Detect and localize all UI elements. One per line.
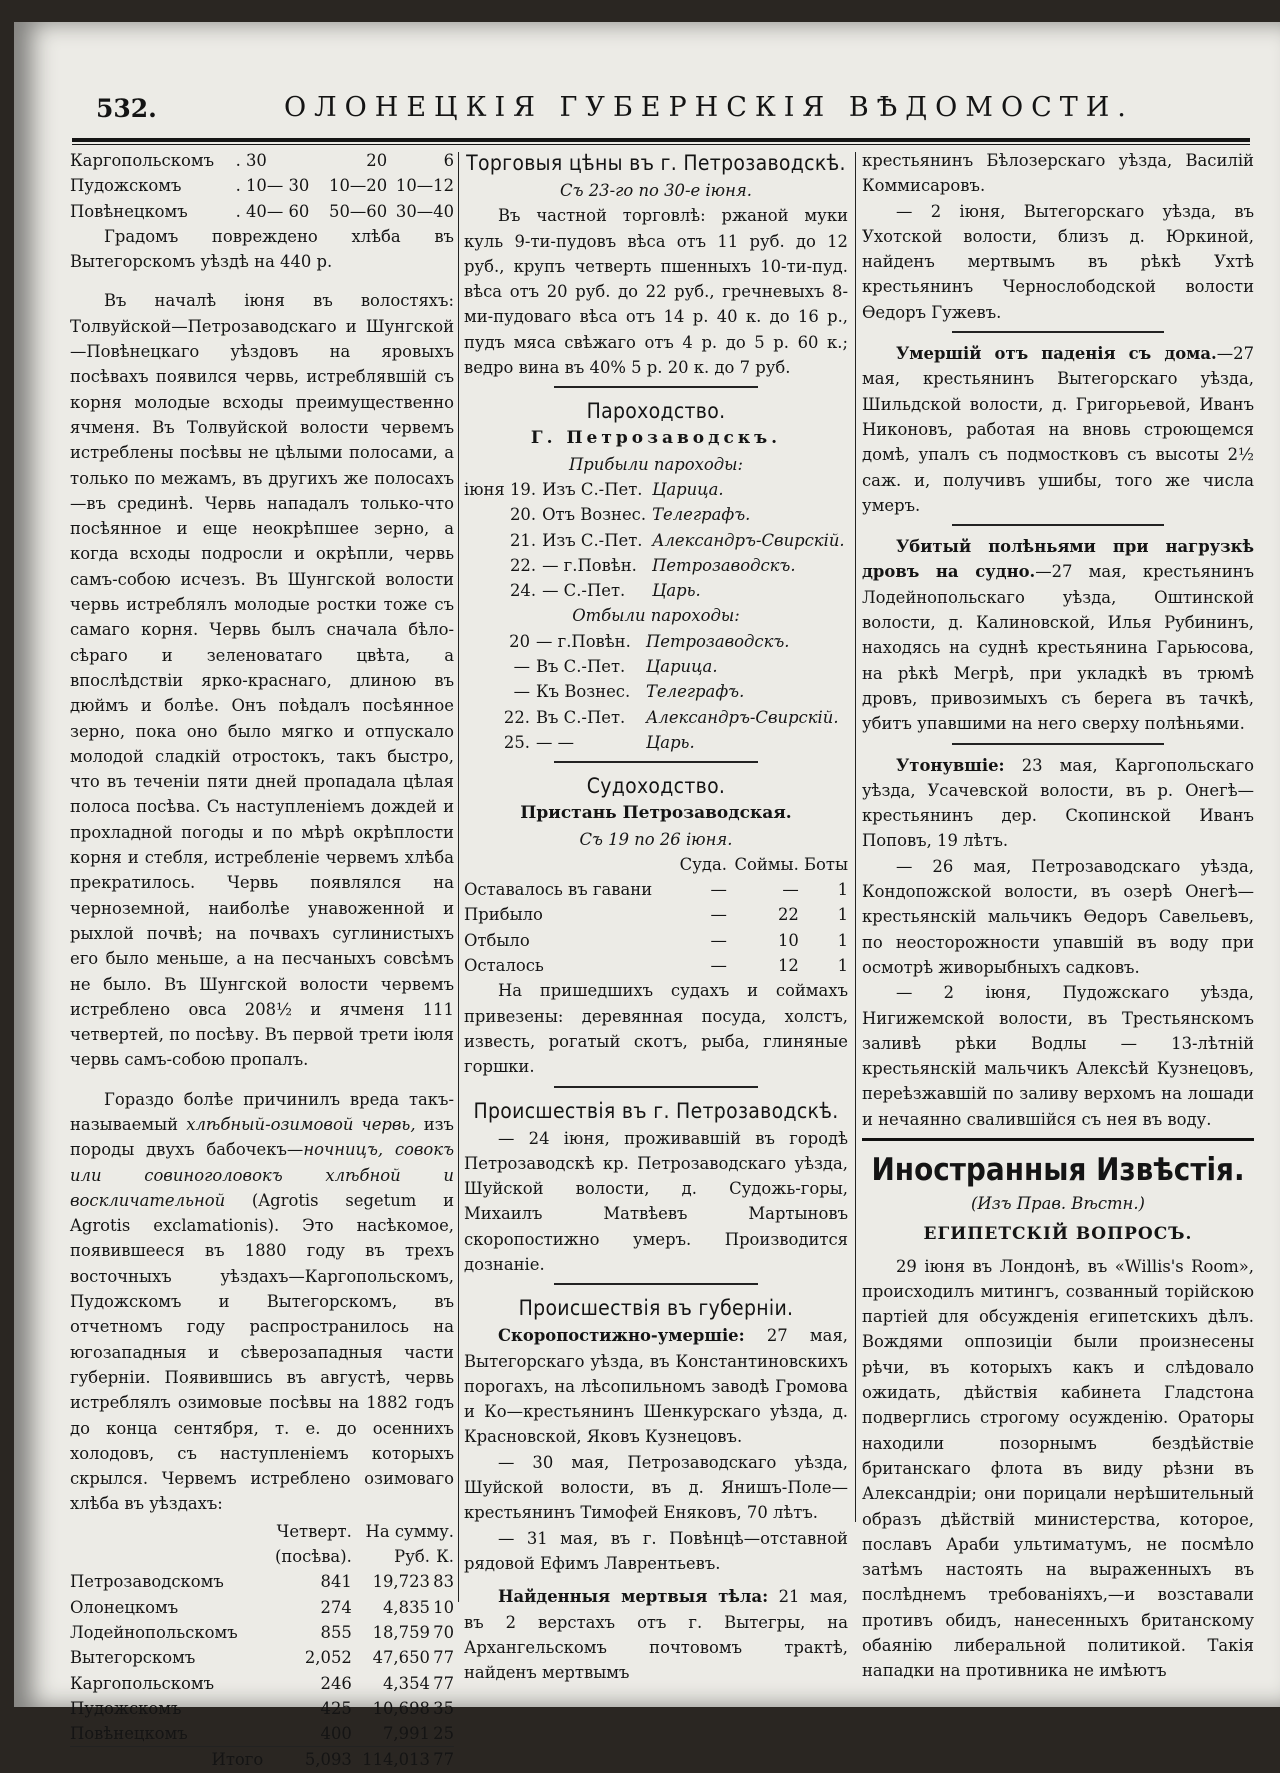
egypt-heading: ЕГИПЕТСКІЙ ВОПРОСЪ. xyxy=(923,1224,1193,1245)
table-row: — Къ Вознес. Телеграфъ. xyxy=(513,682,745,702)
departed-heading: Отбыли пароходы: xyxy=(572,606,740,626)
worm-paragraph: Въ началѣ іюня въ волостяхъ: Толвуйской—Петрозаводскаго и Шунгской—Повѣнецкаго уѣздовъ на яровыхъ посѣвахъ появился червь, истреблявшій съ корня молодые всходы преимущественно ячменя. Въ Толвуйской волости червемъ истреблены посѣвы не цѣлыми полосами, а только по межамъ, въ другихъ же полосахъ—въ срединѣ. Червь нападалъ только-что посѣянное и еще неокрѣпшее зерно, а когда всходы подросли и окрѣпли, червь самъ-собою исчезъ. Въ Шунгской волости червь истреблялъ молодые ростки тоже съ самаго корня. Червь былъ сначала бѣло-сѣраго и зеленоватаго цвѣта, а впослѣдствіи ярко-краснаго, длиною въ дюймъ и болѣе. Онъ поѣдалъ посѣянное зерно, пока оно было мягко и отпускало молодой сладкій отростокъ, такъ быстро, что въ теченіи пяти дней пропадала цѣлая полоса посѣва. Съ наступленіемъ дождей и прохладной погоды и по мѣрѣ окрѣплости корня и стебля, истребленіе червемъ хлѣба прекратилось. Червь появлялся на черноземной, наиболѣе унавоженной и рыхлой почвѣ; на почвахъ суглинистыхъ его было меньше, а на песчаныхъ совсѣмъ не было. Въ Шунгской волости червемъ истреблено овса 208½ и ячменя 111 четвертей, по посѣву. Въ первой трети іюля червь самъ-собою пропалъ. xyxy=(70,291,454,1070)
column-divider-left xyxy=(458,152,459,1602)
foreign-news-source: (Изъ Прав. Вѣстн.) xyxy=(971,1193,1145,1213)
prices-dates: Съ 23-го по 30-е іюня. xyxy=(560,181,752,200)
section-divider xyxy=(554,1283,758,1285)
table-row: Лодейнопольскомъ 855 18,759 70 xyxy=(70,1622,454,1642)
column-divider-right xyxy=(855,152,856,1522)
table-row: 22. Въ С.-Пет. Александръ-Свирскій. xyxy=(503,707,839,727)
header-rule xyxy=(72,138,1250,142)
prices-heading: Торговыя цѣны въ г. Петрозаводскѣ. xyxy=(466,151,846,175)
table-row: Каргопольскомъ . 30 20 6 xyxy=(70,151,454,170)
table-row: Повѣнецкомъ . 40— 60 50—60 30—40 xyxy=(70,201,454,221)
table-row: — Въ С.-Пет. Царица. xyxy=(513,657,718,677)
pier-name: Пристань Петрозаводская. xyxy=(520,803,792,824)
newspaper-page xyxy=(14,22,1280,1770)
table-row: 20. Отъ Вознес. Телеграфъ. xyxy=(509,505,751,525)
incidents-city-text: — 24 іюня, проживавшій въ городѣ Петрозаводскѣ кр. Петрозаводскаго уѣзда, Шуйской волости, д. Судожь-горы, Михаилъ Матвѣевъ Мартыновъ скоропостижно умеръ. Производится дознаніе. xyxy=(464,1128,848,1274)
hail-paragraph: Градомъ повреждено хлѣба въ Вытегорскомъ уѣздѣ на 440 р. xyxy=(70,226,454,272)
may31-paragraph: — 31 мая, въ г. Повѣнцѣ—отставной рядовой Ефимъ Лаврентьевъ. xyxy=(464,1528,848,1573)
sudden-death-paragraph: Скоропостижно-умершіе: 27 мая, Вытегорскаго уѣзда, въ Константиновскихъ порогахъ, на лѣсопильномъ заводѣ Громова и Ко—крестьянинъ Шенкурскаго уѣзда, д. Красновской, Яковъ Кузнецовъ. xyxy=(464,1326,848,1447)
may30-paragraph: — 30 мая, Петрозаводскаго уѣзда, Шуйской волости, въ д. Янишъ-Поле—крестьянинъ Тимофей Еняковъ, 70 лѣтъ. xyxy=(464,1452,848,1523)
drowned-paragraph: Утонувшіе: 23 мая, Каргопольскаго уѣзда, Усачевской волости, въ р. Онегѣ—крестьянинъ дер. Скопинской Иванъ Поповъ, 19 лѣтъ. xyxy=(862,755,1254,851)
table-row: 21. Изъ С.-Пет. Александръ-Свирскій. xyxy=(509,530,845,550)
table-row: 24. — С.-Пет. Царь. xyxy=(509,581,701,601)
may26-paragraph: — 26 мая, Петрозаводскаго уѣзда, Кондопожской волости, въ озерѣ Онегѣ—крестьянскій мальчикъ Ѳедоръ Савельевъ, по неосторожности упавшій въ воду при осмотрѣ живорыбныхъ садковъ. xyxy=(862,856,1254,977)
prices-text: Въ частной торговлѣ: ржаной муки куль 9-ти-пудовъ вѣса отъ 11 руб. до 12 руб., крупъ четверть пшенныхъ 10-ти-пуд. вѣса отъ 20 руб. до 22 руб., гречневыхъ 8-ми-пудоваго вѣса отъ 14 р. 40 к. до 16 р., пудъ мяса свѣжаго отъ 4 р. до 5 р. 60 к.; ведро вина въ 40% 5 р. 20 к. до 7 руб. xyxy=(464,206,848,378)
table-row: 25. — — Царь. xyxy=(503,732,695,752)
arrived-heading: Прибыли пароходы: xyxy=(569,454,743,474)
table-row: Пудожскомъ . 10— 30 10—20 10—12 xyxy=(70,176,454,196)
table-total-row: Итого 5,093 114,013 77 xyxy=(70,1747,454,1773)
pier-table: Суда. Соймы. Боты Оставалось въ гавани — — 1 Прибыло — 22 1 Отбыло — 10 1 Осталось — 12 1 xyxy=(464,852,848,978)
table-row: Осталось — 12 1 xyxy=(464,956,848,976)
section-divider xyxy=(952,331,1164,333)
june2-paragraph: — 2 іюня, Вытегорскаго уѣзда, въ Ухотской волости, близъ д. Юркиной, найденъ мертвымъ въ рѣкѣ Ухтѣ крестьянинъ Чернослободской волости Ѳедоръ Гужевъ. xyxy=(862,201,1254,322)
departed-table xyxy=(464,629,839,755)
table-row: Петрозаводскомъ 841 19,723 83 xyxy=(70,1572,454,1592)
section-divider xyxy=(554,761,758,763)
foreign-news-heading: Иностранныя Извѣстія. xyxy=(871,1151,1245,1188)
pier-dates: Съ 19 по 26 іюня. xyxy=(579,829,733,849)
fall-paragraph: Умершій отъ паденія съ дома.—27 мая, крестьянинъ Вытегорскаго уѣзда, Шильдской волости, д. Григорьевой, Иванъ Никоновъ, работая на вновь строющемся домѣ, упалъ съ подмостковъ съ высоты 2½ саж. и, получивъ ушибы, того же числа умеръ. xyxy=(862,344,1254,515)
winter-damage-table: Четверт. На сумму. (посѣва). Руб. К. Петрозаводскомъ 841 19,723 83 Олонецкомъ 274 4,835 10 Лодейнопольскомъ 855 18,759 70 Вытегорскомъ 2,052 47,650 77 Каргопольскомъ 246 4,354 77 Пудожскомъ 425 10,698 35 Повѣнецкомъ 400 7,991 25 Итого 5,093 114,013 77 xyxy=(70,1519,454,1773)
table-row: Каргопольскомъ 246 4,354 77 xyxy=(70,1673,454,1693)
steam-city: Г. Петрозаводскъ. xyxy=(530,428,782,449)
table-row: 20 — г.Повѣн. Петрозаводскъ. xyxy=(509,631,790,651)
june2b-paragraph: — 2 іюня, Пудожскаго уѣзда, Нигижемской волости, въ Трестьянскомъ заливѣ рѣки Водлы — 13-лѣтній крестьянскій мальчикъ Алексѣй Кузнецовъ, переѣзжавшій по заливу верхомъ на лошади и нечаянно свалившійся съ нея въ воду. xyxy=(862,983,1254,1129)
heavy-divider xyxy=(862,1138,1254,1141)
header-rule-thin xyxy=(72,144,1250,145)
table-row: Олонецкомъ 274 4,835 10 xyxy=(70,1597,454,1617)
table-row: 22. — г.Повѣн. Петрозаводскъ. xyxy=(509,555,796,575)
pier-text: На пришедшихъ судахъ и соймахъ привезены: деревянная посуда, холстъ, известь, рогатый скотъ, рыба, глиняные горшки. xyxy=(464,981,848,1077)
table-row: Отбыло — 10 1 xyxy=(464,930,848,950)
section-divider xyxy=(554,1086,758,1088)
arrived-table xyxy=(464,477,845,603)
shipping-heading: Судоходство. xyxy=(586,774,726,799)
column-3 xyxy=(862,148,1254,1684)
column-1 xyxy=(70,148,454,1773)
continued-paragraph: крестьянинъ Бѣлозерскаго уѣзда, Василій Коммисаровъ. xyxy=(862,151,1254,196)
table-row: Оставалось въ гавани — — 1 xyxy=(464,880,848,900)
egypt-text: 29 іюня въ Лондонѣ, въ «Willis's Room», происходилъ митингъ, созванный торійскою партіей для обсужденія египетскихъ дѣлъ. Вождями оппозиціи были произнесены рѣчи, въ которыхъ какъ и слѣдовало ожидать, дѣйствія кабинета Гладстона подверглись строгому осужденію. Ораторы находили позорнымъ бездѣйствіе британскаго флота въ виду рѣзни въ Александріи; они порицали нерѣшительный образъ дѣйствій министерства, которое, пославъ Араби ультиматумъ, не посмѣло затѣмъ настоять на выраженныхъ въ послѣднемъ требованіяхъ,—и возставали противъ обидъ, нанесенныхъ британскому обаянію либеральной политикой. Такія нападки на противника не имѣютъ xyxy=(862,1256,1254,1681)
damage-table-top xyxy=(70,148,454,224)
page-number: 532. xyxy=(96,94,157,123)
table-row: Пудожскомъ 425 10,698 35 xyxy=(70,1698,454,1718)
masthead-title: ОЛОНЕЦКІЯ ГУБЕРНСКІЯ ВѢДОМОСТИ. xyxy=(284,92,1134,123)
table-row: Вытегорскомъ 2,052 47,650 77 xyxy=(70,1648,454,1668)
logs-paragraph: Убитый полѣньями при нагрузкѣ дровъ на судно.—27 мая, крестьянинъ Лодейнопольскаго уѣзда, Оштинской волости, д. Калиновской, Илья Рубининъ, находясь на суднѣ крестьянина Гарьюсова, на рѣкѣ Мегрѣ, при укладкѣ въ трюмѣ дровъ, привозимыхъ съ берега въ тачкѣ, убитъ упавшими на него сверху полѣньями. xyxy=(862,537,1255,734)
incidents-city-heading: Происшествія въ г. Петрозаводскѣ. xyxy=(473,1098,839,1123)
found-bodies-paragraph: Найденныя мертвыя тѣла: 21 мая, въ 2 верстахъ отъ г. Вытегры, на Архангельскомъ почтовомъ трактѣ, найденъ мертвымъ xyxy=(464,1587,848,1683)
steam-heading: Пароходство. xyxy=(586,399,726,424)
section-divider xyxy=(554,386,758,388)
section-divider xyxy=(952,743,1164,745)
table-row: іюня 19. Изъ С.-Пет. Царица. xyxy=(464,479,724,499)
table-row: Повѣнецкомъ 400 7,991 25 xyxy=(70,1724,454,1744)
column-2 xyxy=(464,148,848,1685)
incidents-province-heading: Происшествія въ губерніи. xyxy=(518,1296,794,1321)
table-row: Прибыло — 22 1 xyxy=(464,905,848,925)
winter-worm-paragraph: Гораздо болѣе причинилъ вреда такъ-называемый хлѣбный-озимовой червь, изъ породы двухъ бабочекъ—ночницъ, совокъ или совиноголовокъ хлѣбной и воскличательной (Agrotis segetum и Agrotis exclamationis). Это насѣкомое, появившееся въ 1880 году въ трехъ восточныхъ уѣздахъ—Каргопольскомъ, Пудожскомъ и Вытегорскомъ, въ отчетномъ году распространилось на югозападныя и сѣверозападныя части губерніи. Появившись въ августѣ, червь истреблялъ озимовые посѣвы на 1882 годъ до конца сентября, т. е. до осеннихъ холодовъ, съ наступленіемъ которыхъ скрылся. Червемъ истреблено озимоваго хлѣба въ уѣздахъ: xyxy=(70,1089,454,1514)
section-divider xyxy=(952,524,1164,526)
